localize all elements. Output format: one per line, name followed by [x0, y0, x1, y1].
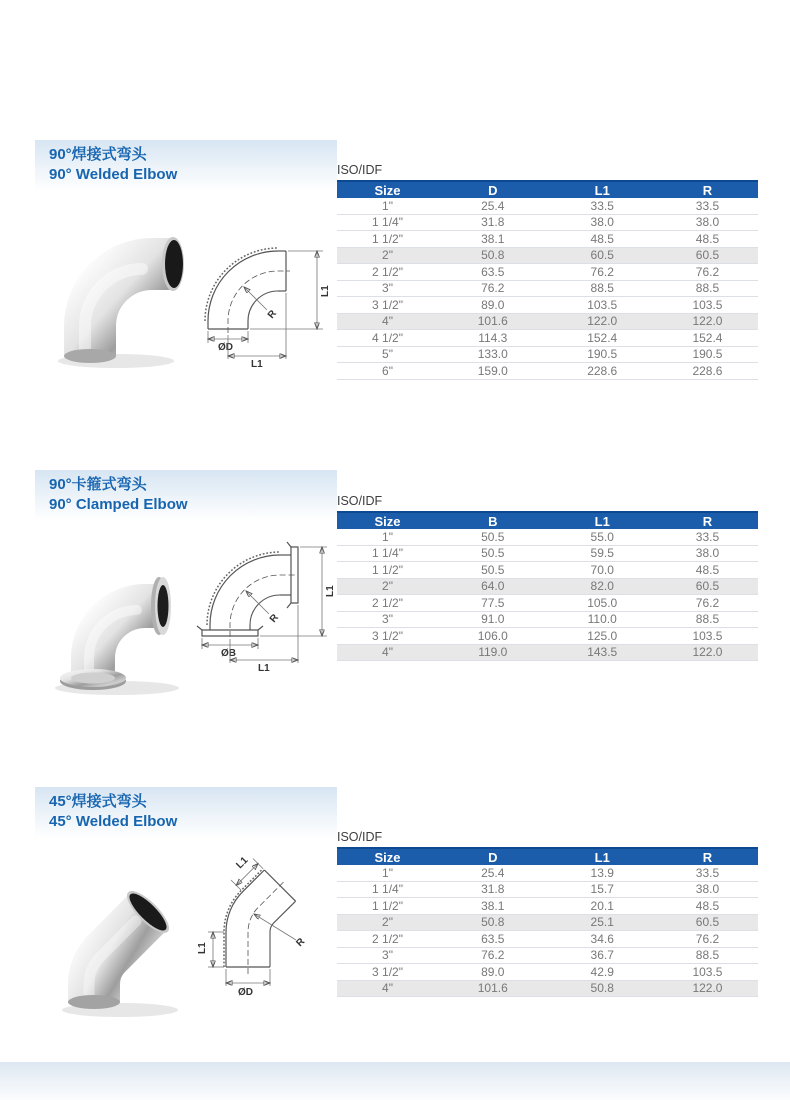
product-photo-90-welded-elbow: [38, 208, 198, 373]
section-title-90-clamped: [35, 470, 337, 521]
table-cell: 122.0: [657, 980, 758, 997]
standard-label: ISO/IDF: [337, 830, 383, 844]
table-cell: 76.2: [657, 264, 758, 281]
table-cell: 1 1/4": [337, 545, 438, 562]
elbow-photo-graphic: [35, 540, 205, 700]
table-row: [337, 914, 758, 931]
radius-label: R: [294, 936, 308, 950]
table-row: [337, 363, 758, 380]
table-cell: 20.1: [547, 898, 656, 915]
table-cell: 25.4: [438, 865, 547, 881]
table-cell: 5": [337, 346, 438, 363]
table-cell: 2": [337, 578, 438, 595]
table-row: [337, 297, 758, 314]
table-row: [337, 595, 758, 612]
column-header: Size: [337, 181, 438, 198]
table-cell: 88.5: [657, 947, 758, 964]
elbow-drawing-graphic: [188, 852, 336, 1000]
table-header-row: [337, 848, 758, 865]
dimension-drawing-90-clamped: [185, 530, 337, 678]
table-cell: 70.0: [547, 562, 656, 579]
table-row: [337, 628, 758, 645]
table-row: [337, 247, 758, 264]
table-cell: 4": [337, 313, 438, 330]
column-header: R: [657, 181, 758, 198]
diameter-label: ØD: [218, 342, 233, 353]
elbow-photo-graphic: [40, 858, 200, 1023]
section-title-en: 90° Clamped Elbow: [49, 496, 188, 513]
section-title-90-welded: [35, 140, 337, 191]
table-cell: 101.6: [438, 313, 547, 330]
column-header: Size: [337, 848, 438, 865]
table-cell: 228.6: [657, 363, 758, 380]
table-cell: 1 1/2": [337, 898, 438, 915]
table-cell: 60.5: [657, 247, 758, 264]
elbow-photo-graphic: [38, 208, 198, 373]
table-cell: 15.7: [547, 881, 656, 898]
column-header: L1: [547, 512, 656, 529]
table-cell: 36.7: [547, 947, 656, 964]
length-side-label: L1: [197, 942, 208, 954]
table-cell: 48.5: [657, 562, 758, 579]
table-cell: 3": [337, 611, 438, 628]
table-cell: 122.0: [547, 313, 656, 330]
column-header: R: [657, 848, 758, 865]
length-side-label: L1: [320, 285, 331, 297]
table-row: [337, 964, 758, 981]
table-cell: 152.4: [547, 330, 656, 347]
spec-table: [337, 180, 758, 380]
table-cell: 88.5: [657, 280, 758, 297]
table-row: [337, 313, 758, 330]
column-header: L1: [547, 181, 656, 198]
table-cell: 2 1/2": [337, 264, 438, 281]
table-row: [337, 578, 758, 595]
column-header: L1: [547, 848, 656, 865]
product-photo-45-welded-elbow: [40, 858, 200, 1023]
table-cell: 34.6: [547, 931, 656, 948]
table-cell: 42.9: [547, 964, 656, 981]
table-cell: 103.5: [547, 297, 656, 314]
table-cell: 38.0: [547, 214, 656, 231]
table-cell: 89.0: [438, 297, 547, 314]
table-cell: 143.5: [547, 644, 656, 661]
spec-table-block-90-clamped: [337, 494, 758, 661]
table-cell: 1 1/4": [337, 214, 438, 231]
table-cell: 33.5: [657, 529, 758, 545]
table-cell: 64.0: [438, 578, 547, 595]
table-cell: 38.1: [438, 231, 547, 248]
dimension-drawing-90-welded: [183, 226, 331, 374]
column-header: Size: [337, 512, 438, 529]
dimension-drawing-45-welded: [188, 852, 336, 1000]
table-header-row: [337, 512, 758, 529]
elbow-drawing-graphic: [185, 530, 337, 678]
table-cell: 3 1/2": [337, 628, 438, 645]
table-cell: 31.8: [438, 881, 547, 898]
table-cell: 228.6: [547, 363, 656, 380]
table-row: [337, 529, 758, 545]
table-cell: 89.0: [438, 964, 547, 981]
table-row: [337, 198, 758, 214]
table-row: [337, 330, 758, 347]
table-cell: 2 1/2": [337, 595, 438, 612]
table-row: [337, 562, 758, 579]
table-cell: 91.0: [438, 611, 547, 628]
table-cell: 1": [337, 529, 438, 545]
table-cell: 13.9: [547, 865, 656, 881]
table-row: [337, 980, 758, 997]
table-cell: 38.0: [657, 545, 758, 562]
standard-label: ISO/IDF: [337, 163, 383, 177]
table-cell: 76.2: [547, 264, 656, 281]
length-bottom-label: L1: [258, 663, 270, 674]
table-cell: 190.5: [547, 346, 656, 363]
table-cell: 3 1/2": [337, 297, 438, 314]
table-cell: 3": [337, 280, 438, 297]
table-cell: 48.5: [547, 231, 656, 248]
table-cell: 6": [337, 363, 438, 380]
table-cell: 48.5: [657, 898, 758, 915]
diameter-label: ØB: [221, 648, 236, 659]
table-cell: 101.6: [438, 980, 547, 997]
table-cell: 50.5: [438, 545, 547, 562]
column-header: D: [438, 848, 547, 865]
radius-label: R: [267, 612, 281, 625]
table-cell: 103.5: [657, 964, 758, 981]
table-cell: 105.0: [547, 595, 656, 612]
table-cell: 190.5: [657, 346, 758, 363]
section-title-cn: 45°焊接式弯头: [49, 793, 147, 810]
elbow-drawing-graphic: [183, 226, 331, 374]
table-cell: 31.8: [438, 214, 547, 231]
table-cell: 63.5: [438, 931, 547, 948]
table-cell: 38.0: [657, 881, 758, 898]
table-cell: 50.8: [547, 980, 656, 997]
table-cell: 2 1/2": [337, 931, 438, 948]
table-row: [337, 545, 758, 562]
table-cell: 25.4: [438, 198, 547, 214]
table-cell: 60.5: [657, 578, 758, 595]
table-cell: 63.5: [438, 264, 547, 281]
footer-gradient-band: [0, 1062, 790, 1100]
table-cell: 2": [337, 914, 438, 931]
column-header: R: [657, 512, 758, 529]
table-cell: 82.0: [547, 578, 656, 595]
table-cell: 122.0: [657, 644, 758, 661]
table-cell: 1": [337, 865, 438, 881]
table-cell: 33.5: [657, 198, 758, 214]
product-photo-90-clamped-elbow: [35, 540, 205, 700]
spec-table: [337, 511, 758, 661]
table-row: [337, 280, 758, 297]
table-row: [337, 264, 758, 281]
table-cell: 114.3: [438, 330, 547, 347]
table-row: [337, 881, 758, 898]
section-title-cn: 90°卡箍式弯头: [49, 476, 147, 493]
table-cell: 110.0: [547, 611, 656, 628]
length-bottom-label: L1: [251, 359, 263, 370]
section-title-cn: 90°焊接式弯头: [49, 146, 147, 163]
standard-label: ISO/IDF: [337, 494, 383, 508]
table-row: [337, 947, 758, 964]
table-cell: 4 1/2": [337, 330, 438, 347]
table-cell: 59.5: [547, 545, 656, 562]
section-title-en: 45° Welded Elbow: [49, 813, 178, 830]
table-row: [337, 346, 758, 363]
spec-table-block-90-welded: [337, 163, 758, 380]
table-cell: 25.1: [547, 914, 656, 931]
spec-table-block-45-welded: [337, 830, 758, 997]
spec-table: [337, 847, 758, 997]
table-cell: 76.2: [657, 931, 758, 948]
table-header-row: [337, 181, 758, 198]
table-cell: 1": [337, 198, 438, 214]
table-cell: 1 1/2": [337, 562, 438, 579]
table-row: [337, 644, 758, 661]
table-cell: 33.5: [657, 865, 758, 881]
length-top-label: L1: [234, 855, 251, 872]
radius-label: R: [265, 308, 279, 321]
table-cell: 38.0: [657, 214, 758, 231]
table-cell: 125.0: [547, 628, 656, 645]
table-cell: 48.5: [657, 231, 758, 248]
table-cell: 33.5: [547, 198, 656, 214]
table-cell: 50.5: [438, 562, 547, 579]
table-row: [337, 611, 758, 628]
table-cell: 60.5: [657, 914, 758, 931]
table-row: [337, 231, 758, 248]
table-row: [337, 898, 758, 915]
table-cell: 152.4: [657, 330, 758, 347]
diameter-label: ØD: [238, 987, 253, 998]
table-cell: 60.5: [547, 247, 656, 264]
table-cell: 122.0: [657, 313, 758, 330]
table-cell: 3 1/2": [337, 964, 438, 981]
table-cell: 2": [337, 247, 438, 264]
table-cell: 38.1: [438, 898, 547, 915]
section-title-45-welded: [35, 787, 337, 838]
table-cell: 50.8: [438, 914, 547, 931]
table-cell: 1 1/4": [337, 881, 438, 898]
table-cell: 50.8: [438, 247, 547, 264]
column-header: D: [438, 181, 547, 198]
table-cell: 76.2: [657, 595, 758, 612]
table-cell: 133.0: [438, 346, 547, 363]
section-title-en: 90° Welded Elbow: [49, 166, 178, 183]
table-cell: 4": [337, 980, 438, 997]
column-header: B: [438, 512, 547, 529]
table-cell: 159.0: [438, 363, 547, 380]
table-cell: 88.5: [657, 611, 758, 628]
table-cell: 88.5: [547, 280, 656, 297]
table-cell: 77.5: [438, 595, 547, 612]
table-cell: 1 1/2": [337, 231, 438, 248]
table-cell: 4": [337, 644, 438, 661]
table-row: [337, 931, 758, 948]
table-cell: 55.0: [547, 529, 656, 545]
table-cell: 106.0: [438, 628, 547, 645]
table-cell: 103.5: [657, 628, 758, 645]
table-row: [337, 214, 758, 231]
length-side-label: L1: [325, 585, 336, 597]
table-cell: 50.5: [438, 529, 547, 545]
table-cell: 103.5: [657, 297, 758, 314]
table-row: [337, 865, 758, 881]
table-cell: 119.0: [438, 644, 547, 661]
table-cell: 3": [337, 947, 438, 964]
table-cell: 76.2: [438, 280, 547, 297]
table-cell: 76.2: [438, 947, 547, 964]
